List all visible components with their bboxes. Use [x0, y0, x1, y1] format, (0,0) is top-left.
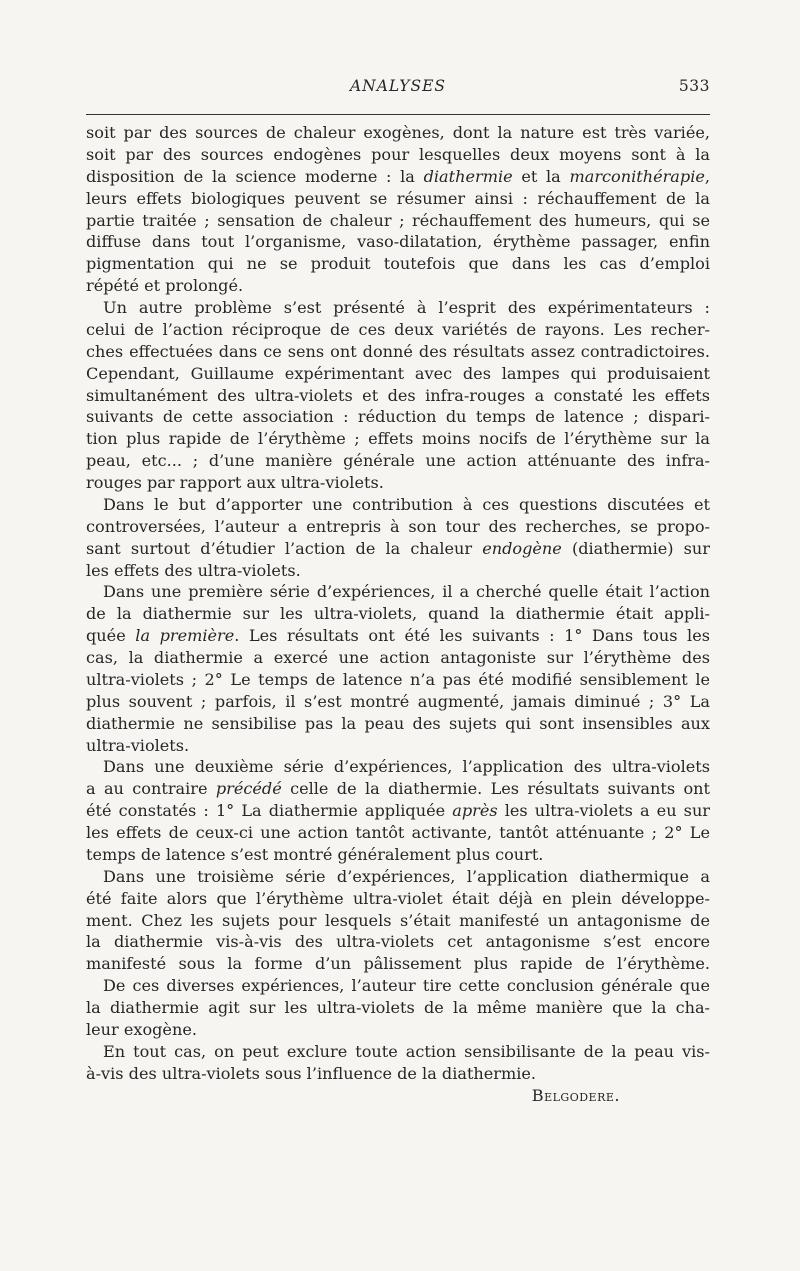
text-line	[86, 756, 710, 778]
text-segment: été faite alors que l’érythème ultra-violet était déjà en plein développe-	[86, 888, 710, 908]
text-segment: soit par des sources endogènes pour lesquelles deux moyens sont à la	[86, 144, 710, 164]
text-segment: les ultra-violets a eu sur	[497, 801, 711, 821]
text-line	[86, 188, 710, 210]
text-segment: disposition de la science moderne : la	[86, 166, 424, 186]
text-line	[86, 319, 710, 341]
text-line	[86, 866, 710, 888]
text-segment: la diathermie vis-à-vis des ultra-violets cet antagonisme s’est encore	[86, 932, 710, 952]
text-line	[86, 516, 710, 538]
text-line	[86, 888, 710, 910]
text-line	[86, 1063, 710, 1085]
text-segment: à-vis des ultra-violets sous l’influence de la diathermie.	[86, 1063, 537, 1083]
text-line	[86, 144, 710, 166]
page-number: 533	[678, 77, 710, 95]
text-line	[86, 253, 710, 275]
text-segment: répété et prolongé.	[86, 276, 244, 296]
text-segment: (diathermie) sur	[561, 538, 710, 558]
text-segment: ,	[704, 166, 710, 186]
text-line	[86, 231, 710, 253]
text-segment: leurs effets biologiques peuvent se résumer ainsi : réchauffement de la	[86, 188, 710, 208]
text-line	[86, 603, 710, 625]
text-line	[86, 210, 710, 232]
text-line	[86, 406, 710, 428]
text-segment: suivants de cette association : réduction du temps de latence ; dispari-	[86, 407, 710, 427]
text-segment: simultanément des ultra-violets et des infra-rouges a constaté les effets	[86, 385, 710, 405]
text-segment: cas, la diathermie a exercé une action antagoniste sur l’érythème des	[86, 648, 710, 667]
text-segment: Cependant, Guillaume expérimentant avec des lampes qui produisaient	[86, 363, 710, 383]
text-segment: a au contraire	[86, 779, 216, 799]
italic-text: précédé	[215, 779, 282, 799]
text-segment: peau, etc... ; d’une manière générale une action atténuante des infra-	[86, 451, 710, 471]
italic-text: marconithérapie	[569, 166, 705, 186]
text-line	[86, 341, 710, 363]
text-segment: diffuse dans tout l’organisme, vaso-dilatation, érythème passager, enfin	[86, 232, 710, 252]
text-line	[86, 997, 710, 1019]
article-body	[86, 122, 710, 1106]
text-segment: rouges par rapport aux ultra-violets.	[86, 473, 384, 492]
text-segment: Dans une première série d’expériences, il a cherché quelle était l’action	[103, 582, 710, 602]
text-line	[86, 494, 710, 516]
text-line	[86, 428, 710, 450]
author-signature: Belgodere.	[531, 1085, 620, 1105]
text-line	[86, 363, 710, 385]
text-segment: plus souvent ; parfois, il s’est montré augmenté, jamais diminué ; 3° La	[86, 691, 710, 711]
page-header	[86, 76, 710, 100]
text-segment: leur exogène.	[86, 1019, 197, 1039]
text-line	[86, 910, 710, 932]
text-line	[86, 844, 710, 866]
text-line	[86, 122, 710, 144]
text-segment: . Les résultats ont été les suivants : 1° Dans tous les	[234, 626, 710, 646]
text-segment: De ces diverses expériences, l’auteur tire cette conclusion générale que	[103, 976, 710, 996]
italic-text: la première	[135, 626, 235, 646]
text-line	[86, 1019, 710, 1041]
text-segment: diathermie ne sensibilise pas la peau des sujets qui sont insensibles aux	[86, 713, 710, 733]
text-segment: Dans une troisième série d’expériences, l’application diathermique a	[103, 866, 710, 886]
text-segment: sant surtout d’étudier l’action de la chaleur	[86, 538, 483, 558]
text-segment: ultra-violets.	[86, 735, 190, 755]
text-line	[86, 822, 710, 844]
text-segment: été constatés : 1° La diathermie appliquée	[86, 801, 453, 821]
text-line	[86, 560, 710, 582]
text-segment: Un autre problème s’est présenté à l’esprit des expérimentateurs :	[103, 298, 710, 317]
text-segment: celui de l’action réciproque de ces deux variétés de rayons. Les recher-	[86, 319, 710, 339]
text-segment: les effets des ultra-violets.	[86, 560, 301, 580]
text-segment: partie traitée ; sensation de chaleur ; réchauffement des humeurs, qui se	[86, 210, 710, 230]
text-segment: temps de latence s’est montré généralement plus court.	[86, 844, 544, 864]
text-line	[86, 735, 710, 757]
text-line	[86, 472, 710, 494]
text-segment: soit par des sources de chaleur exogènes, dont la nature est très variée,	[86, 123, 710, 142]
text-line	[86, 166, 710, 188]
text-line	[86, 800, 710, 822]
text-line	[86, 931, 710, 953]
text-segment: pigmentation qui ne se produit toutefois que dans les cas d’emploi	[86, 254, 710, 274]
text-line	[86, 1041, 710, 1063]
header-rule	[86, 114, 710, 115]
text-segment: tion plus rapide de l’érythème ; effets moins nocifs de l’érythème sur la	[86, 429, 710, 449]
text-line	[86, 647, 710, 669]
text-segment: ultra-violets ; 2° Le temps de latence n’a pas été modifié sensiblement le	[86, 669, 710, 689]
text-segment: les effets de ceux-ci une action tantôt activante, tantôt atténuante ; 2° Le	[86, 823, 710, 842]
text-segment: Dans une deuxième série d’expériences, l’application des ultra-violets	[103, 757, 710, 777]
text-segment: celle de la diathermie. Les résultats suivants ont	[281, 779, 710, 799]
text-line	[86, 275, 710, 297]
text-segment: et la	[512, 166, 570, 186]
text-segment: la diathermie agit sur les ultra-violets de la même manière que la cha-	[86, 998, 710, 1017]
text-line	[86, 385, 710, 407]
text-line	[86, 450, 710, 472]
text-segment: manifesté sous la forme d’un pâlissement plus rapide de l’érythème.	[86, 954, 710, 974]
text-segment: Dans le but d’apporter une contribution à ces questions discutées et	[103, 494, 710, 514]
text-line	[86, 713, 710, 735]
text-line	[86, 581, 710, 603]
text-segment: ches effectuées dans ce sens ont donné des résultats assez contradictoires.	[86, 341, 710, 361]
text-line	[86, 953, 710, 975]
text-segment: ment. Chez les sujets pour lesquels s’était manifesté un antagonisme de	[86, 910, 710, 930]
italic-text: diathermie	[423, 166, 513, 186]
italic-text: après	[452, 801, 498, 821]
text-segment: En tout cas, on peut exclure toute action sensibilisante de la peau vis-	[103, 1041, 710, 1061]
text-line	[86, 538, 710, 560]
text-line	[86, 691, 710, 713]
text-line	[86, 297, 710, 319]
italic-text: endogène	[482, 538, 562, 558]
text-line	[86, 669, 710, 691]
running-title: ANALYSES	[349, 77, 447, 95]
text-segment: controversées, l’auteur a entrepris à son tour des recherches, se propo-	[86, 516, 710, 536]
text-segment: de la diathermie sur les ultra-violets, quand la diathermie était appli-	[86, 604, 710, 624]
text-line	[86, 778, 710, 800]
text-segment: quée	[86, 626, 136, 646]
text-line	[86, 625, 710, 647]
text-line	[86, 975, 710, 997]
